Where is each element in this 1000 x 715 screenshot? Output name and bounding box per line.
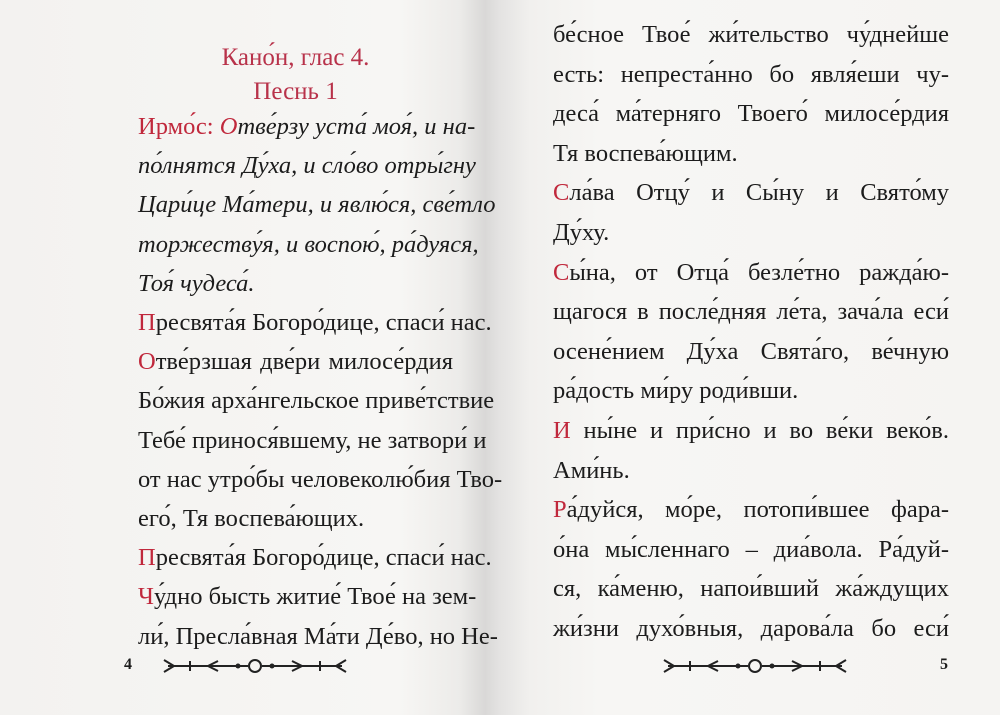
text-line xyxy=(553,535,949,565)
text-line xyxy=(553,337,949,367)
ode-heading: Песнь 1 xyxy=(253,78,338,105)
line-text: его́, Тя воспева́ющих. xyxy=(138,505,365,532)
text-line xyxy=(138,622,498,652)
red-initial: П xyxy=(138,544,156,572)
red-initial: О xyxy=(219,113,238,140)
text-line xyxy=(553,258,949,288)
line-text: бе́сное Твое́ жи́тельство чу́днейше xyxy=(553,21,949,48)
line-text: от нас утро́бы человеколю́бия Тво- xyxy=(138,465,503,493)
line-text: ра́дость ми́ру роди́вши. xyxy=(553,377,799,405)
text-line xyxy=(553,376,949,406)
text-line xyxy=(138,347,453,377)
text-line xyxy=(138,151,476,181)
text-line xyxy=(553,297,949,327)
text-line xyxy=(553,178,949,208)
line-text: щагося в после́дняя ле́та, зача́ла еси́ xyxy=(553,298,949,326)
red-initial: Р xyxy=(553,496,567,524)
red-initial: Ч xyxy=(138,583,154,611)
text-line xyxy=(138,190,496,220)
ornament-right xyxy=(660,656,850,676)
red-initial: О xyxy=(138,348,156,376)
line-text: у́дно бысть житие́ Твое́ на зем- xyxy=(153,583,477,611)
red-initial: П xyxy=(138,309,156,336)
text-line xyxy=(138,426,487,456)
text-line xyxy=(553,416,949,446)
text-line xyxy=(553,99,949,129)
line-text: Ду́ху. xyxy=(553,219,610,246)
red-initial: С xyxy=(553,258,570,286)
line-text: ли́, Пресла́вная Ма́ти Де́во, но Не- xyxy=(138,622,498,650)
line-text: торжеству́я, и воспою́, ра́дуяся, xyxy=(138,230,479,258)
line-text: а́дуйся, мо́ре, потопи́вшее фара- xyxy=(566,496,949,524)
line-text: ся, ка́меню, напои́вший жа́ждущих xyxy=(553,575,949,603)
text-line xyxy=(553,574,949,604)
line-text: Цари́це Ма́тери, и явлю́ся, све́тло xyxy=(138,191,496,219)
text-line xyxy=(138,465,503,495)
line-text: Тоя́ чудеса́. xyxy=(138,269,255,297)
text-line xyxy=(553,20,949,50)
line-text: есть: непреста́нно бо явля́еши чу- xyxy=(553,60,949,88)
text-line xyxy=(138,504,453,534)
rubric-label: Ирмо́с: xyxy=(138,113,220,140)
line-text: Ами́нь. xyxy=(553,456,630,484)
red-initial: С xyxy=(553,179,570,207)
page-number-left: 4 xyxy=(124,656,132,673)
line-text: о́на мы́сленнаго – диа́вола. Ра́дуй- xyxy=(553,535,949,563)
line-text: жи́зни духо́вныя, дарова́ла бо еси́ xyxy=(553,615,949,642)
text-line xyxy=(553,495,949,525)
red-initial: И xyxy=(553,417,571,444)
text-line xyxy=(138,308,492,338)
ornament-left xyxy=(160,656,350,676)
line-text: Бо́жия арха́нгельское приве́тствие xyxy=(138,387,495,415)
text-line xyxy=(138,269,453,299)
text-line xyxy=(553,139,949,169)
line-text: ресвята́я Богоро́дице, спаси́ нас. xyxy=(155,309,492,336)
text-line xyxy=(553,614,949,644)
text-line xyxy=(553,60,949,90)
canon-heading: Кано́н, глас 4. xyxy=(221,44,370,71)
line-text: Тебе́ принося́вшему, не затвори́ и xyxy=(138,426,487,454)
text-line xyxy=(138,543,492,573)
text-line xyxy=(138,582,477,612)
line-text: Тя воспева́ющим. xyxy=(553,139,738,167)
line-text: по́лнятся Ду́ха, и сло́во отры́гну xyxy=(138,152,476,180)
text-line xyxy=(138,112,476,142)
text-line xyxy=(138,230,479,260)
line-text: тве́рзшая две́ри милосе́рдия xyxy=(155,348,453,376)
line-text: ла́ва Отцу́ и Сы́ну и Свято́му xyxy=(569,179,949,207)
line-text: деса́ ма́терняго Твоего́ милосе́рдия xyxy=(553,100,949,128)
line-text: ресвята́я Богоро́дице, спаси́ нас. xyxy=(155,544,492,572)
text-line xyxy=(553,456,949,486)
line-text: осене́нием Ду́ха Свята́го, ве́чную xyxy=(553,337,949,365)
line-text: ны́не и при́сно и во ве́ки веко́в. xyxy=(570,417,949,444)
line-text: тве́рзу уста́ моя́, и на- xyxy=(237,113,476,140)
text-line xyxy=(553,218,949,248)
text-line xyxy=(138,386,495,416)
line-text: ы́на, от Отца́ безле́тно ражда́ю- xyxy=(569,258,949,286)
page-number-right: 5 xyxy=(940,656,948,673)
